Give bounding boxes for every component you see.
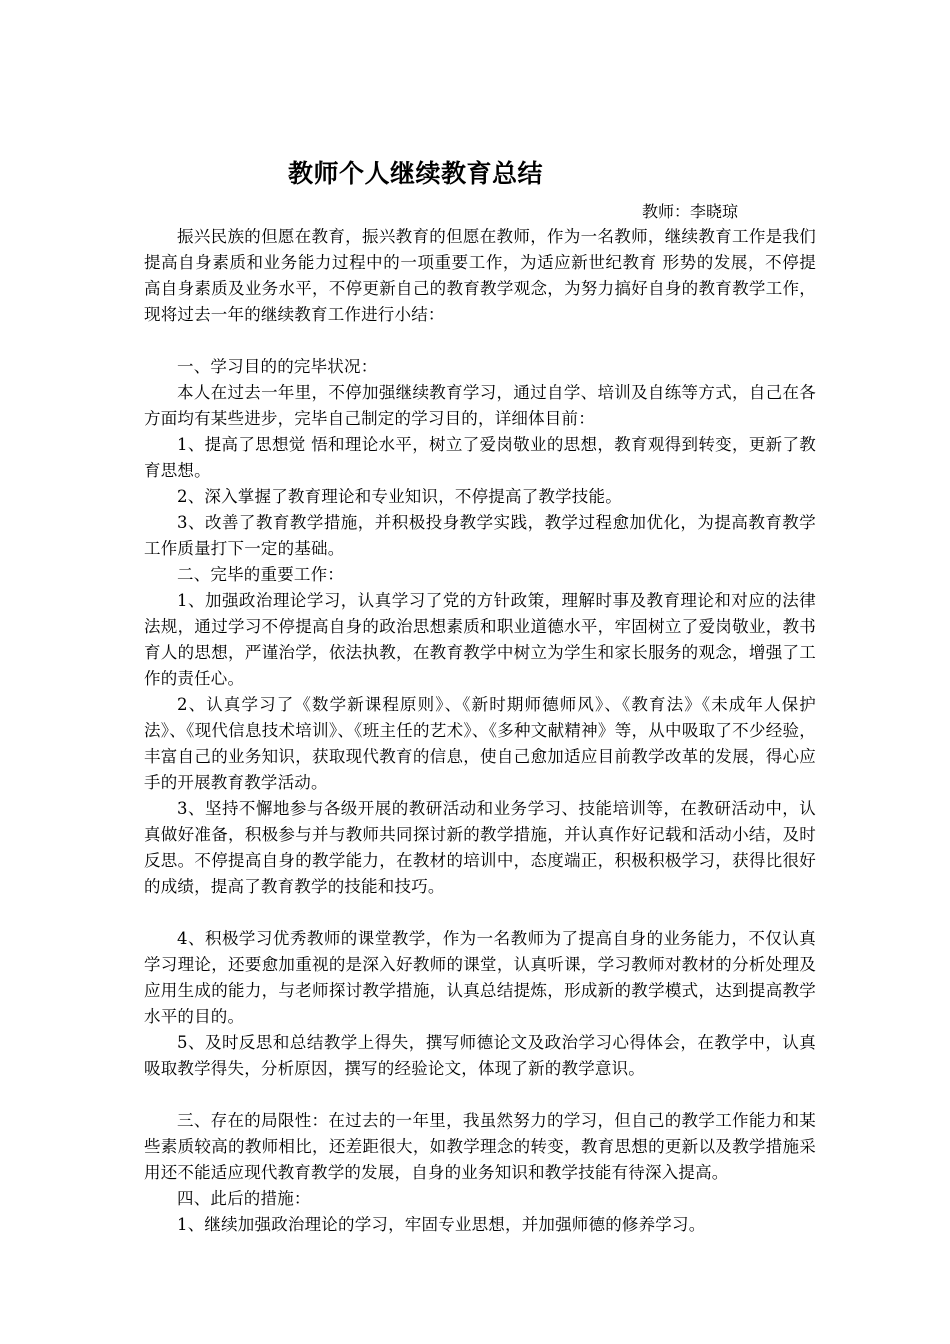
document-title: 教师个人继续教育总结 (288, 159, 544, 188)
list-item-work-5: 5、及时反思和总结教学上得失，撰写师德论文及政治学习心得体会，在教学中，认真吸取教学得失，分析原因，撰写的经验论文，体现了新的教学意识。 (144, 1033, 816, 1078)
list-item-work-1: 1、加强政治理论学习，认真学习了党的方针政策，理解时事及教育理论和对应的法律法规，通过学习不停提高自身的政治思想素质和职业道德水平，牢固树立了爱岗敬业，教书育人的思想，严谨治学，依法执教，在教育教学中树立为学生和家长服务的观念，增强了工作的责任心。 (144, 591, 816, 688)
list-item-work-3: 3、坚持不懈地参与各级开展的教研活动和业务学习、技能培训等，在教研活动中，认真做好准备，积极参与并与教师共同探讨新的教学措施，并认真作好记载和活动小结，及时反思。不停提高自身的教学能力，在教材的培训中，态度端正，积极积极学习，获得比很好的成绩，提高了教育教学的技能和技巧。 (144, 799, 816, 896)
document-body (144, 224, 816, 1238)
paragraph-goals-summary: 本人在过去一年里，不停加强继续教育学习，通过自学、培训及自练等方式，自己在各方面均有某些进步，完毕自己制定的学习目的，详细体目前： (144, 383, 816, 428)
section-heading-work: 二、完毕的重要工作： (177, 565, 344, 584)
list-item-measure-1: 1、继续加强政治理论的学习，牢固专业思想，并加强师德的修养学习。 (177, 1215, 706, 1234)
section-limitations: 三、存在的局限性：在过去的一年里，我虽然努力的学习，但自己的教学工作能力和某些素质较高的教师相比，还差距很大，如教学理念的转变，教育思想的更新以及教学措施采用还不能适应现代教育教学的发展，自身的业务知识和教学技能有待深入提高。 (144, 1111, 816, 1182)
list-item-goal-2: 2、深入掌握了教育理论和专业知识，不停提高了教学技能。 (177, 487, 622, 506)
list-item-goal-1: 1、提高了思想觉 悟和理论水平，树立了爱岗敬业的思想，教育观得到转变，更新了教育思想。 (144, 435, 816, 480)
author-line: 教师：李晓琼 (642, 202, 739, 221)
list-item-work-4: 4、积极学习优秀教师的课堂教学，作为一名教师为了提高自身的业务能力，不仅认真学习理论，还要愈加重视的是深入好教师的课堂，认真听课，学习教师对教材的分析处理及应用生成的能力，与老师探讨教学措施，认真总结提炼，形成新的教学模式，达到提高教学水平的目的。 (144, 929, 816, 1026)
paragraph-intro: 振兴民族的但愿在教育，振兴教育的但愿在教师，作为一名教师，继续教育工作是我们提高自身素质和业务能力过程中的一项重要工作，为适应新世纪教育 形势的发展，不停提高自身素质及业务水平，不停更新自己的教育教学观念，为努力搞好自身的教育教学工作，现将过去一年的继续教育工作进行小结： (144, 227, 816, 324)
section-heading-measures: 四、此后的措施： (177, 1189, 311, 1208)
list-item-goal-3: 3、改善了教育教学措施，并积极投身教学实践，教学过程愈加优化，为提高教育教学工作质量打下一定的基础。 (144, 513, 816, 558)
list-item-work-2: 2、认真学习了《数学新课程原则》、《新时期师德师风》、《教育法》《未成年人保护法》、《现代信息技术培训》、《班主任的艺术》、《多种文献精神》等，从中吸取了不少经验，丰富自己的业务知识，获取现代教育的信息，使自己愈加适应目前教学改革的发展，得心应手的开展教育教学活动。 (144, 695, 816, 792)
section-heading-goals: 一、学习目的的完毕状况： (177, 357, 378, 376)
